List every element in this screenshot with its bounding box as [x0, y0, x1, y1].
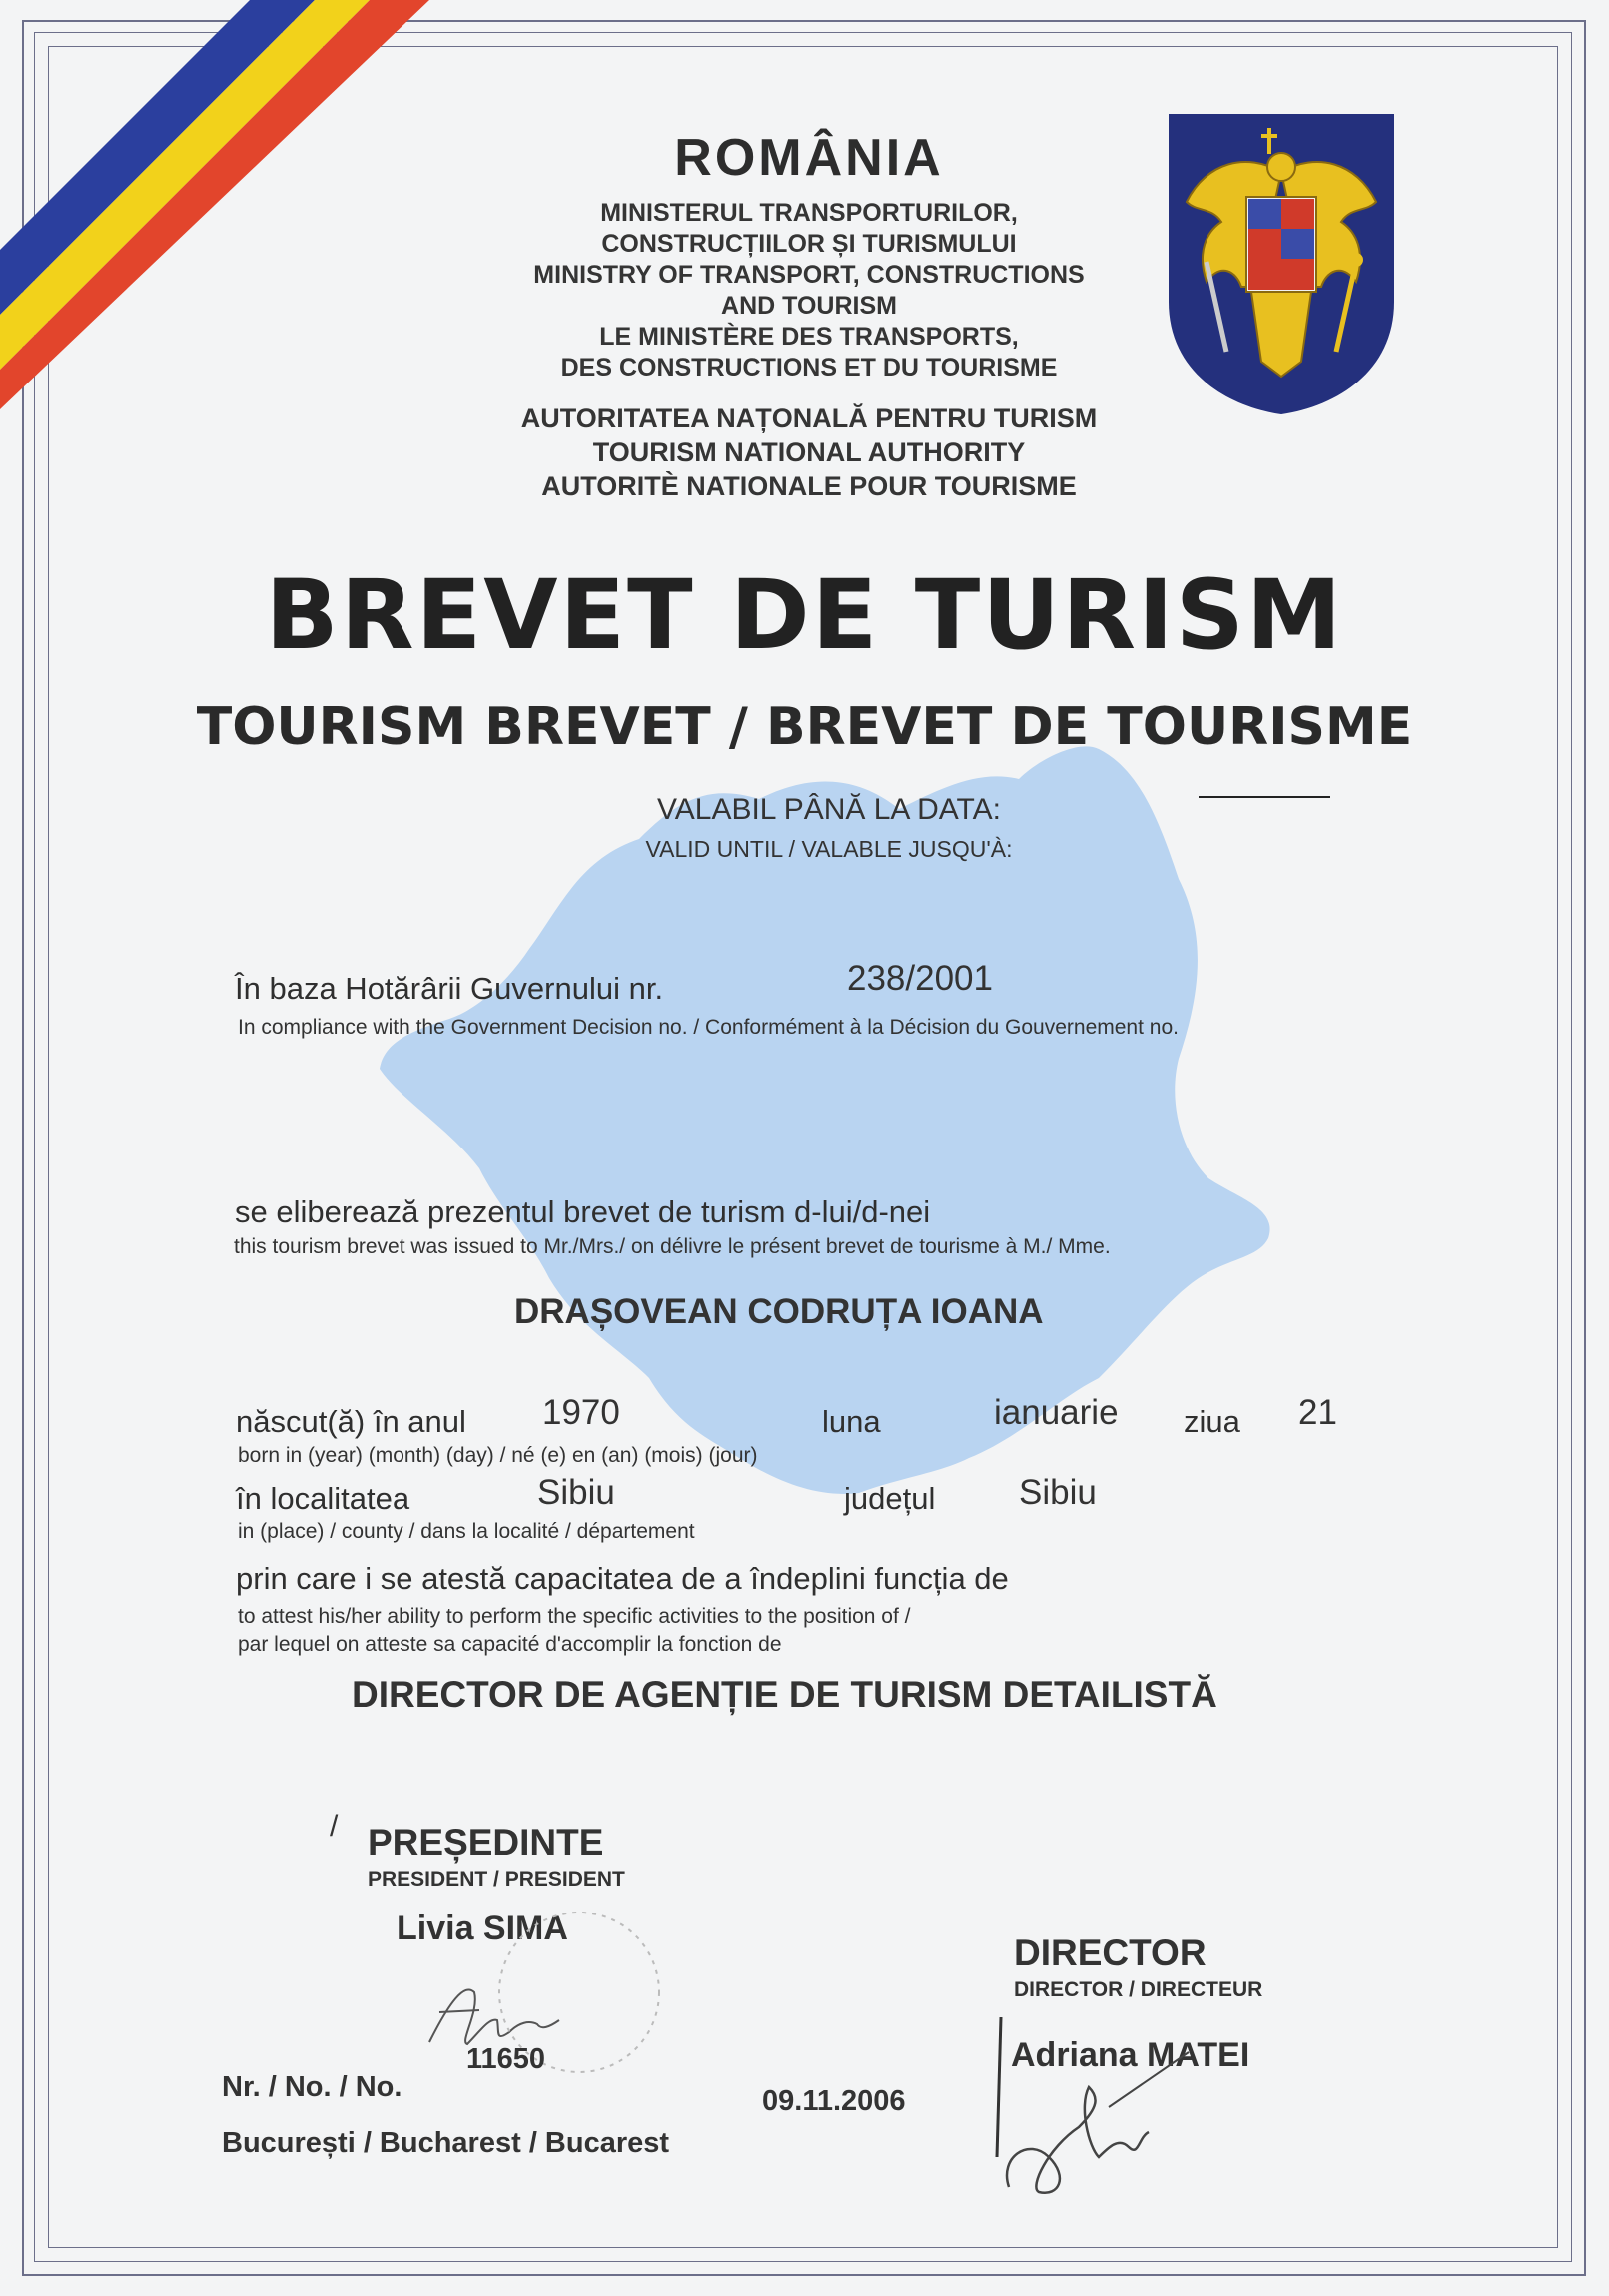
certificate-number: 11650 [466, 2043, 546, 2075]
birth-year: 1970 [542, 1393, 620, 1432]
born-label: născut(ă) în anul [236, 1404, 466, 1439]
authority-line: AUTORITÈ NATIONALE POUR TOURISME [541, 471, 1077, 501]
director-subtitle: DIRECTOR / DIRECTEUR [1014, 1978, 1263, 2001]
issued-label: se eliberează prezentul brevet de turism d-lui/d-nei [235, 1194, 931, 1229]
county-label: județul [844, 1481, 936, 1516]
director-signature [989, 1957, 1218, 2217]
ministry-line: MINISTRY OF TRANSPORT, CONSTRUCTIONS [533, 261, 1085, 289]
decision-translation: In compliance with the Government Decision no. / Conformément à la Décision du Gouvernement no. [238, 1016, 1179, 1039]
birth-month: ianuarie [994, 1393, 1119, 1432]
day-label: ziua [1184, 1404, 1240, 1439]
authority-line: AUTORITATEA NAȚONALĂ PENTRU TURISM [520, 403, 1098, 433]
document-subtitle: TOURISM BREVET / BREVET DE TOURISME [196, 697, 1413, 757]
birth-day: 21 [1298, 1393, 1337, 1432]
born-translation: born in (year) (month) (day) / né (e) en (an) (mois) (jour) [238, 1444, 758, 1467]
issue-date: 09.11.2006 [762, 2085, 906, 2117]
validity-label: VALABIL PÂNĂ LA DATA: [656, 793, 1002, 826]
birth-place: Sibiu [537, 1473, 615, 1512]
function-translation-2: par lequel on atteste sa capacité d'accomplir la fonction de [238, 1633, 782, 1656]
president-subtitle: PRESIDENT / PRESIDENT [368, 1868, 625, 1891]
holder-name: DRAȘOVEAN CODRUȚA IOANA [514, 1292, 1044, 1331]
validity-date-line [1199, 796, 1330, 798]
issue-city: București / Bucharest / Bucarest [222, 2127, 670, 2159]
function-translation-1: to attest his/her ability to perform the specific activities to the position of / [238, 1605, 911, 1628]
ministry-line: MINISTERUL TRANSPORTURILOR, [600, 199, 1018, 227]
position-title: DIRECTOR DE AGENȚIE DE TURISM DETAILISTĂ [352, 1674, 1217, 1715]
president-title: PREȘEDINTE [368, 1822, 604, 1863]
ministry-line: DES CONSTRUCTIONS ET DU TOURISME [560, 354, 1058, 382]
month-label: luna [822, 1404, 881, 1439]
coat-of-arms-icon [1167, 112, 1396, 416]
slash-mark: / [330, 1810, 339, 1843]
validity-translation: VALID UNTIL / VALABLE JUSQU'À: [645, 836, 1013, 862]
ministry-line: LE MINISTÈRE DES TRANSPORTS, [599, 323, 1019, 351]
director-name: Adriana MATEI [1011, 2036, 1250, 2074]
function-label: prin care i se atestă capacitatea de a îndeplini funcția de [236, 1561, 1009, 1596]
issued-translation: this tourism brevet was issued to Mr./Mrs./ on délivre le présent brevet de tourisme à M./ Mme. [234, 1235, 1111, 1258]
country-heading: ROMÂNIA [674, 129, 944, 187]
tricolor-ribbon [0, 0, 439, 419]
ministry-line: CONSTRUCȚIILOR ȘI TURISMULUI [601, 230, 1017, 258]
place-translation: in (place) / county / dans la localité / département [238, 1520, 695, 1543]
ministry-block [439, 198, 1179, 383]
president-name: Livia SIMA [397, 1910, 568, 1947]
authority-line: TOURISM NATIONAL AUTHORITY [592, 437, 1026, 467]
authority-block [439, 401, 1179, 503]
ministry-line: AND TOURISM [721, 292, 897, 320]
decision-label: În baza Hotărârii Guvernului nr. [235, 971, 664, 1006]
director-title: DIRECTOR [1014, 1932, 1207, 1973]
document-title: BREVET DE TURISM [265, 559, 1344, 671]
number-label: Nr. / No. / No. [222, 2071, 402, 2103]
birth-county: Sibiu [1019, 1473, 1097, 1512]
place-label: în localitatea [236, 1481, 410, 1516]
decision-number: 238/2001 [847, 959, 993, 998]
